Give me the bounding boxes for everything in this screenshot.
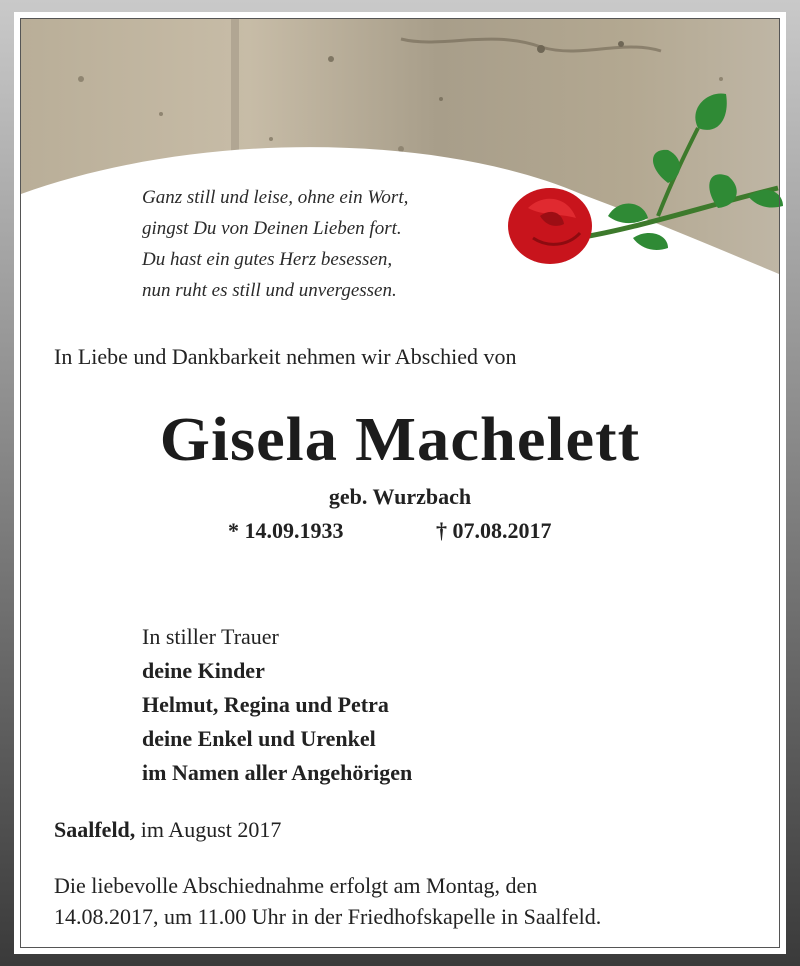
intro-text: In Liebe und Dankbarkeit nehmen wir Abschied von — [54, 344, 517, 369]
mourners-heading: In stiller Trauer — [142, 624, 279, 649]
mourners-block — [142, 620, 412, 790]
mourner-line: Helmut, Regina und Petra — [142, 692, 389, 717]
verse-line: Ganz still und leise, ohne ein Wort, — [142, 187, 409, 208]
birth-date: * 14.09.1933 — [228, 518, 344, 543]
place-date-text: im August 2017 — [140, 817, 282, 842]
mourner-line: deine Kinder — [142, 658, 265, 683]
deceased-name: Gisela Machelett — [159, 406, 641, 474]
notice-line: 14.08.2017, um 11.00 Uhr in der Friedhofskapelle in Saalfeld. — [54, 904, 602, 929]
rose-icon — [498, 88, 788, 278]
verse-line: gingst Du von Deinen Lieben fort. — [142, 218, 402, 239]
obituary-card — [14, 12, 786, 954]
notice-line: Die liebevolle Abschiednahme erfolgt am Montag, den — [54, 873, 538, 898]
place-date — [54, 817, 281, 843]
mourner-line: deine Enkel und Urenkel — [142, 726, 376, 751]
farewell-notice — [54, 870, 774, 932]
verse-line: nun ruht es still und unvergessen. — [142, 280, 397, 301]
verse-line: Du hast ein gutes Herz besessen, — [142, 249, 393, 270]
place-city: Saalfeld, — [54, 817, 136, 842]
memorial-verse — [142, 182, 522, 306]
death-date: † 07.08.2017 — [436, 518, 552, 543]
mourner-line: im Namen aller Angehörigen — [142, 760, 413, 785]
maiden-name: geb. Wurzbach — [328, 484, 472, 509]
